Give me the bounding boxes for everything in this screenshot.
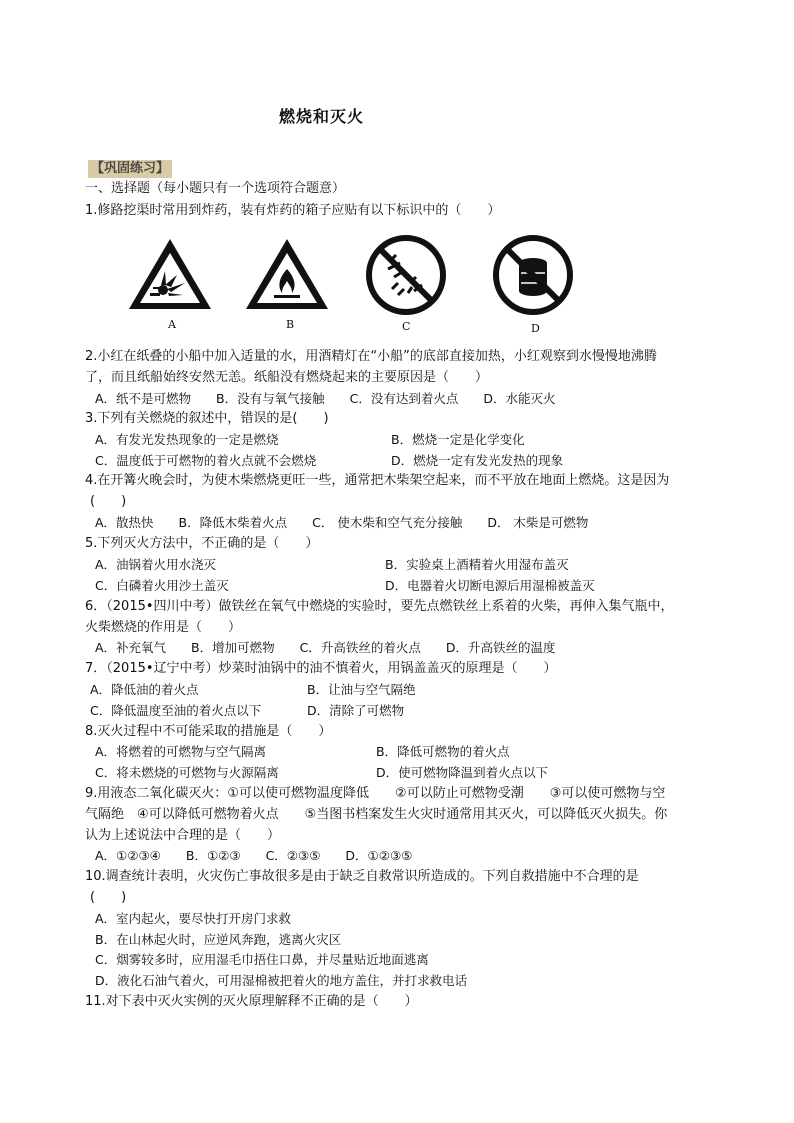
question-4: 4.在开篝火晚会时，为使木柴燃烧更旺一些，通常把木柴架空起来，而不平放在地面上燃烧。这是因为 bbox=[85, 473, 670, 488]
question-10: 10.调查统计表明，火灾伤亡事故很多是由于缺乏自救常识所造成的。下列自救措施中不合理的是 bbox=[85, 869, 639, 884]
q3-option-b: B．燃烧一定是化学变化 bbox=[391, 432, 525, 447]
question-2-options: A．纸不是可燃物 B．没有与氧气接触 C．没有达到着火点 D．水能灭火 bbox=[95, 391, 556, 406]
section-tag: 【巩固练习】 bbox=[88, 160, 172, 178]
question-3: 3.下列有关燃烧的叙述中，错误的是( ) bbox=[85, 411, 329, 426]
no-oil-barrel-icon bbox=[491, 233, 575, 317]
question-10-paren: ( ) bbox=[90, 890, 127, 905]
question-6-cont: 火柴燃烧的作用是（ ） bbox=[85, 620, 242, 635]
q8-option-d: D．使可燃物降温到着火点以下 bbox=[376, 765, 549, 780]
sign-label-b: B bbox=[286, 318, 295, 331]
q3-option-c: C．温度低于可燃物的着火点就不会燃烧 bbox=[95, 453, 317, 468]
question-5: 5.下列灭火方法中，不正确的是（ ） bbox=[85, 536, 319, 551]
question-9-cont-2: 认为上述说法中合理的是（ ） bbox=[85, 828, 281, 843]
flammable-triangle-icon bbox=[242, 235, 332, 313]
question-9: 9.用液态二氧化碳灭火：①可以使可燃物温度降低 ②可以防止可燃物受潮 ③可以使可燃物与空 bbox=[85, 786, 666, 801]
question-1: 1.修路挖渠时常用到炸药，装有炸药的箱子应贴有以下标识中的（ ） bbox=[85, 203, 501, 218]
question-11: 11.对下表中灭火实例的灭火原理解释不正确的是（ ） bbox=[85, 994, 418, 1009]
q7-option-d: D．清除了可燃物 bbox=[307, 703, 405, 718]
q10-option-c: C．烟雾较多时，应用湿毛巾捂住口鼻，并尽量贴近地面逃离 bbox=[95, 952, 429, 967]
question-4-options: A．散热快 B．降低木柴着火点 C． 使木柴和空气充分接触 D． 木柴是可燃物 bbox=[95, 515, 589, 530]
section-header: 一、选择题（每小题只有一个选项符合题意） bbox=[85, 181, 346, 196]
sign-label-c: C bbox=[402, 320, 411, 333]
question-8: 8.灭火过程中不可能采取的措施是（ ） bbox=[85, 724, 332, 739]
question-7: 7．（2015•辽宁中考）炒菜时油锅中的油不慎着火，用锅盖盖灭的原理是（ ） bbox=[85, 661, 557, 676]
question-4-paren: ( ) bbox=[90, 494, 127, 509]
q7-option-b: B．让油与空气隔绝 bbox=[307, 682, 416, 697]
page-title: 燃烧和灭火 bbox=[279, 107, 365, 126]
question-2: 2.小红在纸叠的小船中加入适量的水，用酒精灯在“小船”的底部直接加热，小红观察到水慢慢地沸腾 bbox=[85, 349, 657, 364]
q10-option-d: D．液化石油气着火，可用湿棉被把着火的地方盖住，并打求救电话 bbox=[95, 973, 468, 988]
q5-option-a: A．油锅着火用水浇灭 bbox=[95, 557, 217, 572]
sign-label-a: A bbox=[168, 318, 176, 331]
q7-option-a: A．降低油的着火点 bbox=[90, 682, 199, 697]
q5-option-b: B．实验桌上酒精着火用湿布盖灭 bbox=[385, 557, 569, 572]
q10-option-a: A．室内起火，要尽快打开房门求救 bbox=[95, 911, 292, 926]
no-fireworks-icon bbox=[364, 233, 448, 317]
q8-option-b: B．降低可燃物的着火点 bbox=[376, 744, 510, 759]
q3-option-d: D．燃烧一定有发光发热的现象 bbox=[391, 453, 564, 468]
explosive-triangle-icon bbox=[125, 235, 215, 313]
question-9-options: A．①②③④ B．①②③ C．②③⑤ D．①②③⑤ bbox=[95, 848, 413, 863]
sign-label-d: D bbox=[531, 322, 540, 335]
q10-option-b: B．在山林起火时，应逆风奔跑，逃离火灾区 bbox=[95, 932, 342, 947]
q3-option-a: A．有发光发热现象的一定是燃烧 bbox=[95, 432, 279, 447]
q8-option-c: C．将未燃烧的可燃物与火源隔离 bbox=[95, 765, 279, 780]
q5-option-c: C．白磷着火用沙土盖灭 bbox=[95, 578, 229, 593]
question-9-cont-1: 气隔绝 ④可以降低可燃物着火点 ⑤当图书档案发生火灾时通常用其灭火，可以降低灭火损失。你 bbox=[85, 807, 668, 822]
q5-option-d: D．电器着火切断电源后用湿棉被盖灭 bbox=[385, 578, 595, 593]
q8-option-a: A．将燃着的可燃物与空气隔离 bbox=[95, 744, 267, 759]
question-6: 6．（2015•四川中考）做铁丝在氧气中燃烧的实验时，要先点燃铁丝上系着的火柴，再伸入集气瓶中， bbox=[85, 599, 674, 614]
q7-option-c: C．降低温度至油的着火点以下 bbox=[90, 703, 262, 718]
question-2-cont: 了，而且纸船始终安然无恙。纸船没有燃烧起来的主要原因是（ ） bbox=[85, 370, 489, 385]
question-6-options: A．补充氧气 B．增加可燃物 C．升高铁丝的着火点 D．升高铁丝的温度 bbox=[95, 640, 556, 655]
